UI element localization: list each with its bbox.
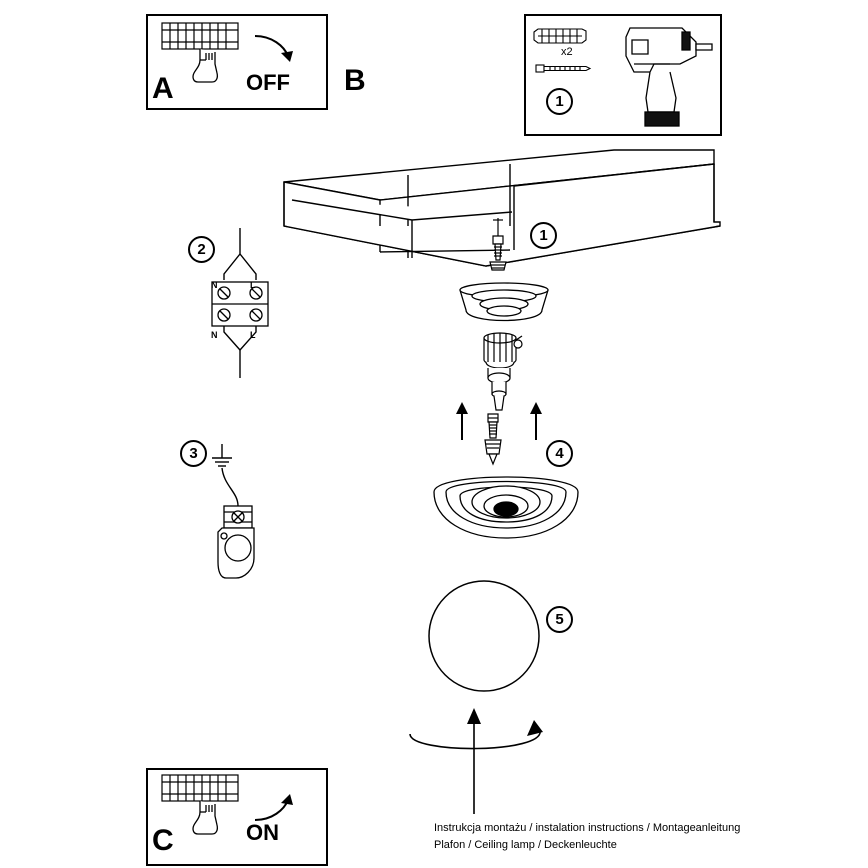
screw-icon <box>536 65 590 72</box>
hand-icon <box>193 49 217 82</box>
terminal-label-n-bottom: N <box>211 330 218 340</box>
section-b-label: B <box>344 64 366 97</box>
holder-screw-illustration <box>476 412 512 474</box>
arrow-head <box>281 51 293 62</box>
switch-on-illustration <box>160 772 320 858</box>
plug-quantity-label: x2 <box>561 46 573 58</box>
panel-c-state-label: ON <box>246 820 279 845</box>
step-badge-1: 1 <box>530 222 557 249</box>
footer-line-1: Instrukcja montażu / instalation instructions / Montageanleitung <box>434 822 741 834</box>
terminal-label-n-top: N <box>211 280 218 290</box>
switch-off-illustration <box>160 20 320 104</box>
ceiling-rose-illustration <box>456 282 552 332</box>
arrow-head <box>281 794 293 805</box>
footer-block <box>434 820 834 853</box>
step-badge-1-tools: 1 <box>546 88 573 115</box>
step-badge-2: 2 <box>188 236 215 263</box>
step-badge-3: 3 <box>180 440 207 467</box>
power-drill-icon <box>626 28 712 126</box>
insert-rotate-arrows <box>398 702 558 822</box>
footer-line-2: Plafon / Ceiling lamp / Deckenleuchte <box>434 838 617 851</box>
lamp-base-illustration <box>430 466 582 552</box>
panel-a-letter: A <box>152 72 174 105</box>
step-badge-5: 5 <box>546 606 573 633</box>
earth-connection-illustration <box>204 440 278 592</box>
terminal-label-l-top: L <box>250 280 256 290</box>
wall-plug-icon <box>534 29 586 43</box>
panel-a-state-label: OFF <box>246 70 290 95</box>
glass-shade-illustration <box>424 576 544 696</box>
terminal-label-l-bottom: L <box>250 330 256 340</box>
hand-icon <box>193 801 217 834</box>
step-badge-4: 4 <box>546 440 573 467</box>
switch-plate-icon <box>162 775 238 801</box>
switch-plate-icon <box>162 23 238 49</box>
ceiling-screw-illustration <box>480 216 520 282</box>
tools-illustration <box>530 20 720 132</box>
terminal-block-illustration <box>200 228 280 378</box>
earth-symbol-icon <box>212 444 232 466</box>
panel-c-letter: C <box>152 824 174 857</box>
